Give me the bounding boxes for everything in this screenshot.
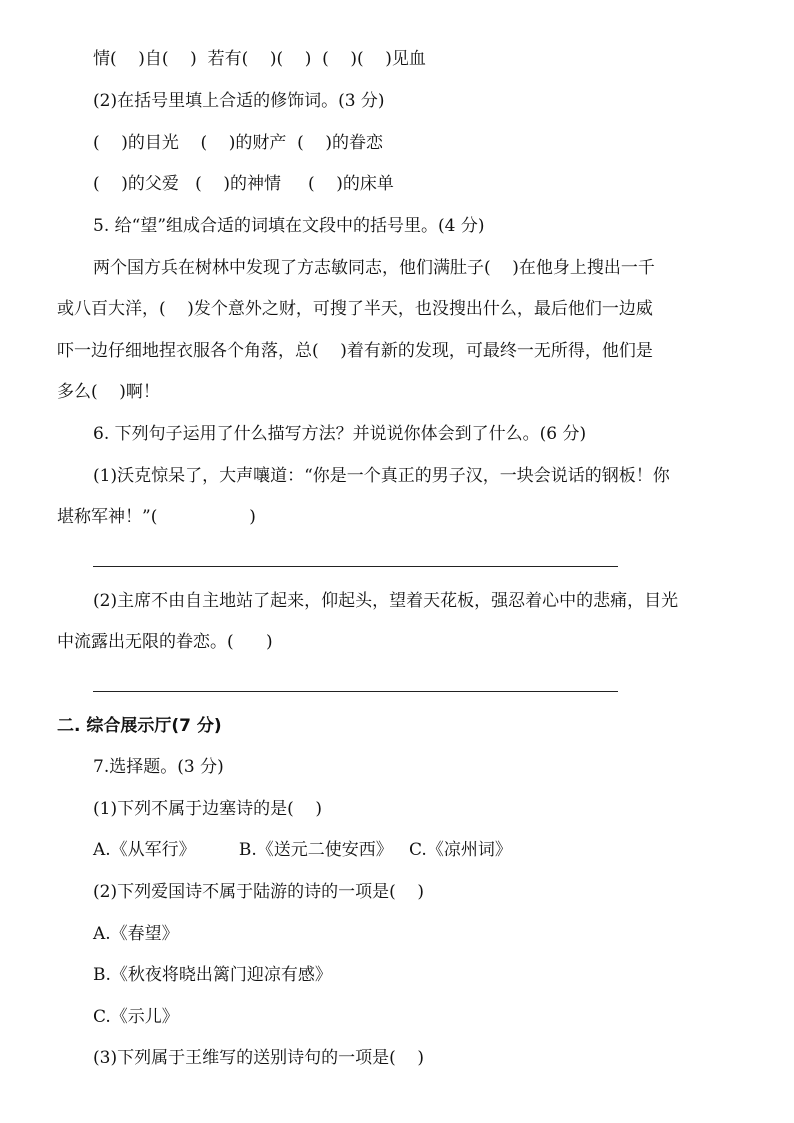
answer-line-2 [93,691,618,692]
question-7-3: (3)下列属于王维写的送别诗句的一项是( ) [93,1048,424,1068]
passage-line-3: 吓一边仔细地捏衣服各个角落，总( )着有新的发现，可最终一无所得，他们是 [57,341,653,361]
question-7-1: (1)下列不属于边塞诗的是( ) [93,799,322,819]
passage-line-2: 或八百大洋，( )发个意外之财，可搜了半天，也没搜出什么，最后他们一边威 [57,299,653,319]
question-6-1-line-2: 堪称军神！”( ) [57,507,256,527]
modifier-fill-line-1: ( )的目光 ( )的财产 ( )的眷恋 [93,133,384,153]
option-a: A.《春望》 [93,924,179,944]
question-7-1-options: A.《从军行》 B.《送元二使安西》 C.《凉州词》 [93,840,512,860]
question-6-heading: 6. 下列句子运用了什么描写方法？并说说你体会到了什么。(6 分) [93,424,587,444]
question-6-2-line-1: (2)主席不由自主地站了起来，仰起头，望着天花板，强忍着心中的悲痛，目光 [93,591,679,611]
question-5-heading: 5. 给“望”组成合适的词填在文段中的括号里。(4 分) [93,216,485,236]
question-4-2-heading: (2)在括号里填上合适的修饰词。(3 分) [93,91,385,111]
passage-line-1: 两个国方兵在树林中发现了方志敏同志，他们满肚子( )在他身上搜出一千 [93,258,655,278]
answer-line-1 [93,566,618,567]
question-6-2-line-2: 中流露出无限的眷恋。( ) [57,632,273,652]
question-6-1-line-1: (1)沃克惊呆了，大声嚷道：“你是一个真正的男子汉，一块会说话的钢板！你 [93,466,670,486]
section-2-heading: 二. 综合展示厅(7 分) [57,716,222,736]
option-b: B.《秋夜将晓出篱门迎凉有感》 [93,965,332,985]
question-7-2: (2)下列爱国诗不属于陆游的诗的一项是( ) [93,882,424,902]
question-7-heading: 7.选择题。(3 分) [93,757,224,777]
idiom-fill-line: 情( )自( ) 若有( )( ) ( )( )见血 [93,49,426,69]
modifier-fill-line-2: ( )的父爱 ( )的神情 ( )的床单 [93,174,394,194]
option-c: C.《示儿》 [93,1007,179,1027]
passage-line-4: 多么( )啊！ [57,382,160,402]
